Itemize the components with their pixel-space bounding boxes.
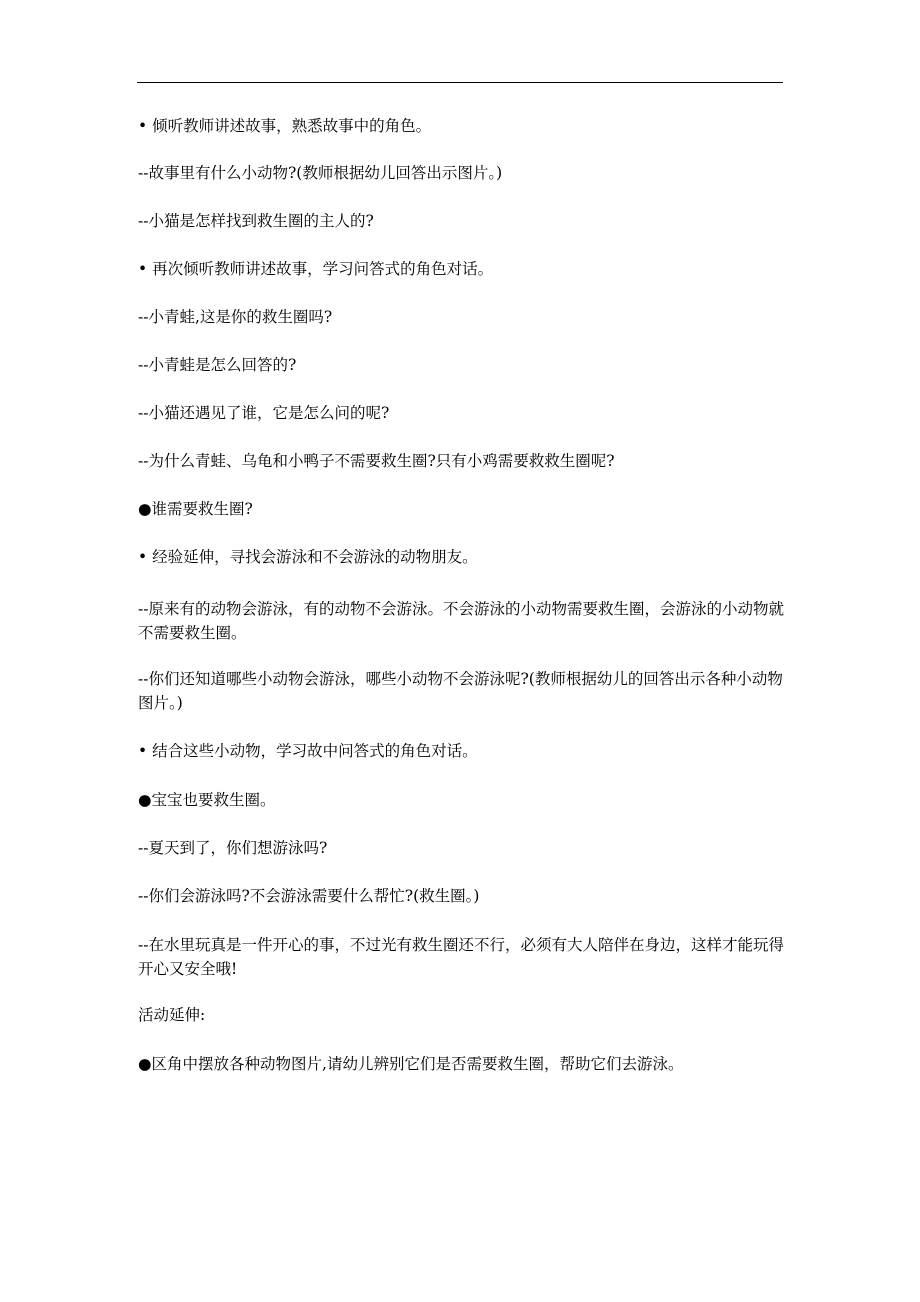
paragraph-which-animals: --你们还知道哪些小动物会游泳，哪些小动物不会游泳呢?(教师根据幼儿的回答出示各种小动物图片。): [138, 670, 783, 712]
paragraph-question-animals: --故事里有什么小动物?(教师根据幼儿回答出示图片。): [138, 164, 503, 182]
paragraph-listen-again: • 再次倾听教师讲述故事，学习问答式的角色对话。: [138, 260, 494, 278]
section-heading-activity-extension: 活动延伸:: [138, 1006, 206, 1024]
paragraph-summer: --夏天到了，你们想游泳吗?: [138, 839, 328, 857]
paragraph-cat-met: --小猫还遇见了谁，它是怎么问的呢?: [138, 404, 390, 422]
paragraph-why-question: --为什么青蛙、乌龟和小鸭子不需要救生圈?只有小鸡需要救救生圈呢?: [138, 452, 615, 470]
paragraph-experience-extension: • 经验延伸，寻找会游泳和不会游泳的动物朋友。: [138, 548, 478, 566]
paragraph-combine-animals: • 结合这些小动物，学习故中问答式的角色对话。: [138, 742, 478, 760]
section-heading-who-needs: ●谁需要救生圈?: [138, 500, 253, 518]
paragraph-corner-activity: ●区角中摆放各种动物图片,请幼儿辨别它们是否需要救生圈，帮助它们去游泳。: [138, 1055, 684, 1073]
paragraph-frog-answer: --小青蛙是怎么回答的?: [138, 356, 297, 374]
header-rule: [137, 82, 783, 83]
section-heading-baby-needs: ●宝宝也要救生圈。: [138, 791, 276, 809]
paragraph-some-can-swim: --原来有的动物会游泳，有的动物不会游泳。不会游泳的小动物需要救生圈，会游泳的小动物就不需要救生圈。: [138, 600, 784, 642]
paragraph-question-cat: --小猫是怎样找到救生圈的主人的?: [138, 212, 374, 230]
paragraph-safety: --在水里玩真是一件开心的事，不过光有救生圈还不行，必须有大人陪伴在身边，这样才能玩得开心又安全哦!: [138, 936, 784, 978]
paragraph-listen-story: • 倾听教师讲述故事，熟悉故事中的角色。: [138, 117, 432, 135]
paragraph-frog-question: --小青蛙,这是你的救生圈吗?: [138, 308, 333, 326]
paragraph-can-you-swim: --你们会游泳吗?不会游泳需要什么帮忙?(救生圈。): [138, 887, 480, 905]
